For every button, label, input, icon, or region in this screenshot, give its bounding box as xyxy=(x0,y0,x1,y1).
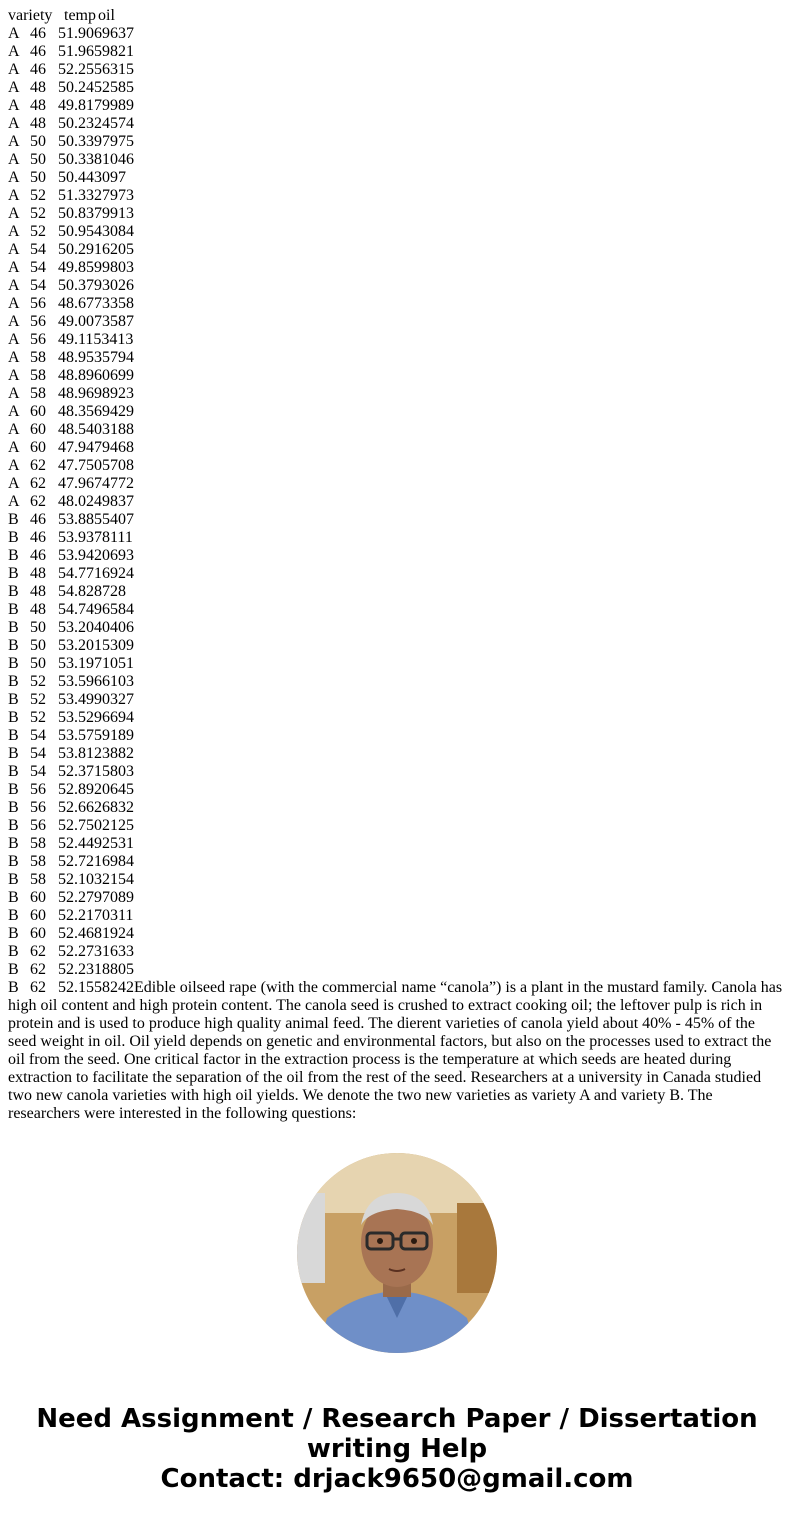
row-oil: 49.8179989 xyxy=(58,97,134,114)
row-oil: 51.9659821 xyxy=(58,43,134,60)
row-temp: 54 xyxy=(30,745,46,762)
row-variety: B xyxy=(8,781,19,798)
row-temp: 52 xyxy=(30,691,46,708)
table-row xyxy=(8,619,786,637)
row-oil: 49.0073587 xyxy=(58,313,134,330)
row-temp: 52 xyxy=(30,205,46,222)
row-oil: 53.2015309 xyxy=(58,637,134,654)
table-row xyxy=(8,223,786,241)
row-temp: 56 xyxy=(30,313,46,330)
table-row xyxy=(8,187,786,205)
row-temp: 58 xyxy=(30,871,46,888)
row-oil: 53.8123882 xyxy=(58,745,134,762)
header-temp: temp xyxy=(64,7,96,24)
table-row xyxy=(8,871,786,889)
table-row xyxy=(8,943,786,961)
table-row xyxy=(8,691,786,709)
table-row xyxy=(8,97,786,115)
table-row xyxy=(8,961,786,979)
row-variety: A xyxy=(8,151,20,168)
row-temp: 54 xyxy=(30,727,46,744)
footer-contact-line: Contact: drjack9650@gmail.com xyxy=(160,1464,634,1494)
row-oil: 53.8855407 xyxy=(58,511,134,528)
row-temp: 56 xyxy=(30,817,46,834)
row-oil: 54.7716924 xyxy=(58,565,134,582)
row-temp: 60 xyxy=(30,439,46,456)
row-variety: A xyxy=(8,169,20,186)
row-oil: 48.5403188 xyxy=(58,421,134,438)
row-oil: 52.2731633 xyxy=(58,943,134,960)
row-oil: 48.3569429 xyxy=(58,403,134,420)
table-row xyxy=(8,529,786,547)
row-variety: A xyxy=(8,313,20,330)
row-temp: 46 xyxy=(30,25,46,42)
row-oil: 52.1558242 xyxy=(58,979,134,996)
row-temp: 58 xyxy=(30,835,46,852)
row-oil: 52.7502125 xyxy=(58,817,134,834)
row-oil: 52.1032154 xyxy=(58,871,134,888)
row-variety: B xyxy=(8,529,19,546)
row-oil: 53.9420693 xyxy=(58,547,134,564)
table-row xyxy=(8,889,786,907)
table-row xyxy=(8,277,786,295)
row-variety: B xyxy=(8,601,19,618)
row-oil: 47.9479468 xyxy=(58,439,134,456)
row-temp: 58 xyxy=(30,349,46,366)
table-row xyxy=(8,673,786,691)
table-row xyxy=(8,43,786,61)
row-oil: 50.9543084 xyxy=(58,223,134,240)
row-temp: 50 xyxy=(30,655,46,672)
table-row xyxy=(8,637,786,655)
row-temp: 60 xyxy=(30,907,46,924)
row-oil: 52.8920645 xyxy=(58,781,134,798)
row-variety: B xyxy=(8,673,19,690)
row-temp: 58 xyxy=(30,385,46,402)
row-temp: 58 xyxy=(30,853,46,870)
table-row xyxy=(8,259,786,277)
row-oil: 48.0249837 xyxy=(58,493,134,510)
row-temp: 62 xyxy=(30,943,46,960)
row-oil: 49.8599803 xyxy=(58,259,134,276)
row-variety: B xyxy=(8,709,19,726)
footer-line-2: writing Help xyxy=(306,1434,488,1464)
row-variety: B xyxy=(8,943,19,960)
row-temp: 48 xyxy=(30,583,46,600)
row-temp: 56 xyxy=(30,799,46,816)
table-row xyxy=(8,403,786,421)
row-temp: 60 xyxy=(30,925,46,942)
row-temp: 56 xyxy=(30,781,46,798)
row-temp: 62 xyxy=(30,979,46,996)
table-row xyxy=(8,385,786,403)
row-variety: B xyxy=(8,817,19,834)
row-temp: 50 xyxy=(30,151,46,168)
author-avatar xyxy=(297,1153,497,1353)
table-rows xyxy=(8,25,786,979)
row-temp: 48 xyxy=(30,601,46,618)
row-oil: 52.2556315 xyxy=(58,61,134,78)
row-variety: B xyxy=(8,871,19,888)
row-variety: A xyxy=(8,277,20,294)
row-variety: B xyxy=(8,565,19,582)
header-oil: oil xyxy=(98,7,115,24)
table-row xyxy=(8,547,786,565)
table-row xyxy=(8,817,786,835)
row-temp: 48 xyxy=(30,115,46,132)
row-temp: 54 xyxy=(30,241,46,258)
row-variety: B xyxy=(8,907,19,924)
table-row xyxy=(8,745,786,763)
row-oil: 52.7216984 xyxy=(58,853,134,870)
row-temp: 58 xyxy=(30,367,46,384)
row-temp: 54 xyxy=(30,259,46,276)
row-variety: B xyxy=(8,547,19,564)
row-variety: A xyxy=(8,223,20,240)
row-variety: B xyxy=(8,511,19,528)
row-variety: B xyxy=(8,655,19,672)
row-temp: 60 xyxy=(30,889,46,906)
row-temp: 48 xyxy=(30,79,46,96)
row-variety: B xyxy=(8,961,19,978)
row-variety: B xyxy=(8,619,19,636)
row-variety: B xyxy=(8,691,19,708)
table-row xyxy=(8,925,786,943)
row-oil: 52.2797089 xyxy=(58,889,134,906)
document-body xyxy=(8,7,786,1123)
row-oil: 49.1153413 xyxy=(58,331,134,348)
row-oil: 53.1971051 xyxy=(58,655,134,672)
row-temp: 60 xyxy=(30,403,46,420)
row-variety: B xyxy=(8,727,19,744)
footer-line-1: Need Assignment / Research Paper / Dissertation xyxy=(36,1404,758,1434)
row-oil: 51.9069637 xyxy=(58,25,134,42)
row-variety: A xyxy=(8,403,20,420)
row-temp: 52 xyxy=(30,223,46,240)
row-oil: 50.2452585 xyxy=(58,79,134,96)
row-temp: 62 xyxy=(30,457,46,474)
description-paragraph-block xyxy=(8,979,786,1123)
row-variety: B xyxy=(8,835,19,852)
row-variety: A xyxy=(8,61,20,78)
row-oil: 53.9378111 xyxy=(58,529,133,546)
table-row xyxy=(8,835,786,853)
table-row xyxy=(8,493,786,511)
row-variety: A xyxy=(8,79,20,96)
row-temp: 50 xyxy=(30,637,46,654)
row-temp: 54 xyxy=(30,763,46,780)
table-row xyxy=(8,601,786,619)
row-variety: A xyxy=(8,367,20,384)
table-row xyxy=(8,907,786,925)
row-temp: 62 xyxy=(30,961,46,978)
row-variety: A xyxy=(8,187,20,204)
row-oil: 52.4681924 xyxy=(58,925,134,942)
row-oil: 53.5966103 xyxy=(58,673,134,690)
table-row xyxy=(8,457,786,475)
row-variety: A xyxy=(8,43,20,60)
row-oil: 48.8960699 xyxy=(58,367,134,384)
row-variety: B xyxy=(8,637,19,654)
row-oil: 53.2040406 xyxy=(58,619,134,636)
row-variety: A xyxy=(8,349,20,366)
row-temp: 54 xyxy=(30,277,46,294)
row-oil: 53.5296694 xyxy=(58,709,134,726)
row-variety: A xyxy=(8,385,20,402)
row-variety: A xyxy=(8,457,20,474)
table-row xyxy=(8,61,786,79)
row-variety: A xyxy=(8,493,20,510)
table-row xyxy=(8,169,786,187)
table-row xyxy=(8,25,786,43)
description-paragraph: Edible oilseed rape (with the commercial name “canola”) is a plant in the mustard family. Canola has high oil content and high protein content. The canola seed is crushed to extract cooking oil; the leftover pulp is rich in protein and is used to produce high quality animal feed. The dierent varieties of canola yield about 40% - 45% of the seed weight in oil. Oil yield depends on genetic and environmental factors, but also on the processes used to extract the oil from the seed. One critical factor in the extraction process is the temperature at which seeds are heated during extraction to facilitate the separation of the oil from the rest of the seed. Researchers at a university in Canada studied two new canola varieties with high oil yields. We denote the two new varieties as variety A and variety B. The researchers were interested in the following questions: xyxy=(8,979,783,1122)
row-variety: A xyxy=(8,115,20,132)
row-oil: 50.3381046 xyxy=(58,151,134,168)
row-temp: 46 xyxy=(30,43,46,60)
row-temp: 62 xyxy=(30,475,46,492)
row-temp: 50 xyxy=(30,133,46,150)
table-row xyxy=(8,727,786,745)
row-oil: 48.6773358 xyxy=(58,295,134,312)
row-temp: 52 xyxy=(30,673,46,690)
row-variety: A xyxy=(8,205,20,222)
row-temp: 46 xyxy=(30,61,46,78)
row-variety: B xyxy=(8,583,19,600)
row-variety: A xyxy=(8,475,20,492)
row-temp: 48 xyxy=(30,97,46,114)
table-row xyxy=(8,781,786,799)
row-variety: A xyxy=(8,439,20,456)
row-variety: B xyxy=(8,925,19,942)
row-oil: 52.4492531 xyxy=(58,835,134,852)
table-row xyxy=(8,475,786,493)
table-row xyxy=(8,511,786,529)
author-portrait-image xyxy=(297,1153,497,1353)
row-oil: 47.9674772 xyxy=(58,475,134,492)
header-variety: variety xyxy=(8,7,53,24)
row-variety: A xyxy=(8,421,20,438)
row-temp: 52 xyxy=(30,187,46,204)
row-oil: 50.3793026 xyxy=(58,277,134,294)
row-variety: B xyxy=(8,763,19,780)
table-row xyxy=(8,565,786,583)
row-oil: 52.6626832 xyxy=(58,799,134,816)
table-row xyxy=(8,331,786,349)
table-row xyxy=(8,295,786,313)
table-row xyxy=(8,799,786,817)
row-variety: B xyxy=(8,745,19,762)
table-row xyxy=(8,763,786,781)
row-variety: A xyxy=(8,25,20,42)
table-row xyxy=(8,583,786,601)
row-temp: 56 xyxy=(30,295,46,312)
row-oil: 52.3715803 xyxy=(58,763,134,780)
table-header xyxy=(8,7,786,25)
row-temp: 46 xyxy=(30,529,46,546)
row-oil: 48.9698923 xyxy=(58,385,134,402)
contact-footer xyxy=(0,1404,794,1494)
row-oil: 48.9535794 xyxy=(58,349,134,366)
table-row xyxy=(8,853,786,871)
row-oil: 53.4990327 xyxy=(58,691,134,708)
row-temp: 60 xyxy=(30,421,46,438)
table-row xyxy=(8,439,786,457)
table-row xyxy=(8,115,786,133)
table-row xyxy=(8,151,786,169)
row-variety: A xyxy=(8,295,20,312)
row-variety: A xyxy=(8,241,20,258)
table-row xyxy=(8,241,786,259)
row-oil: 52.2170311 xyxy=(58,907,134,924)
row-temp: 46 xyxy=(30,511,46,528)
row-variety: B xyxy=(8,799,19,816)
row-variety: A xyxy=(8,331,20,348)
row-temp: 52 xyxy=(30,709,46,726)
row-oil: 51.3327973 xyxy=(58,187,134,204)
row-variety: A xyxy=(8,133,20,150)
table-row xyxy=(8,349,786,367)
row-oil: 54.7496584 xyxy=(58,601,134,618)
row-oil: 52.2318805 xyxy=(58,961,134,978)
row-variety: B xyxy=(8,853,19,870)
row-temp: 56 xyxy=(30,331,46,348)
row-oil: 50.2324574 xyxy=(58,115,134,132)
row-oil: 50.8379913 xyxy=(58,205,134,222)
table-row xyxy=(8,313,786,331)
row-temp: 62 xyxy=(30,493,46,510)
row-temp: 50 xyxy=(30,169,46,186)
row-oil: 47.7505708 xyxy=(58,457,134,474)
row-oil: 50.2916205 xyxy=(58,241,134,258)
row-variety: A xyxy=(8,97,20,114)
table-row xyxy=(8,205,786,223)
row-temp: 46 xyxy=(30,547,46,564)
row-oil: 50.443097 xyxy=(58,169,126,186)
table-row xyxy=(8,367,786,385)
row-variety: A xyxy=(8,259,20,276)
table-row xyxy=(8,421,786,439)
table-row xyxy=(8,79,786,97)
row-oil: 50.3397975 xyxy=(58,133,134,150)
row-temp: 50 xyxy=(30,619,46,636)
row-temp: 48 xyxy=(30,565,46,582)
row-oil: 54.828728 xyxy=(58,583,126,600)
row-oil: 53.5759189 xyxy=(58,727,134,744)
table-row xyxy=(8,133,786,151)
row-variety: B xyxy=(8,889,19,906)
table-row xyxy=(8,709,786,727)
table-row xyxy=(8,655,786,673)
row-variety: B xyxy=(8,979,19,996)
